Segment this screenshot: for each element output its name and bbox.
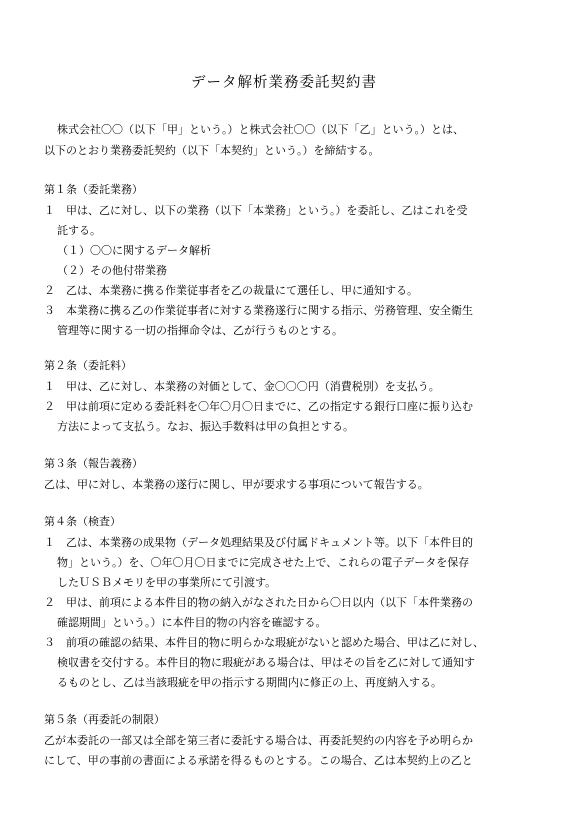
clause-line: ３ 前項の確認の結果、本件目的物に明らかな瑕疵がないと認めた場合、甲は乙に対し、 xyxy=(44,636,484,649)
clause-line: したＵＳＢメモリを甲の事業所にて引渡す。 xyxy=(57,576,277,589)
clause-line: ３ 本業務に携る乙の作業従事者に対する業務遂行に関する指示、労務管理、安全衛生 xyxy=(44,304,473,317)
clause-line: 確認期間」という。）に本件目的物の内容を確認する。 xyxy=(57,616,327,629)
clause-line: 託する。 xyxy=(57,224,101,237)
clause-line: （２）その他付帯業務 xyxy=(57,264,167,277)
clause-line: 管理等に関する一切の指揮命令は、乙が行うものとする。 xyxy=(57,324,343,337)
clause-line: にして、甲の事前の書面による承諾を得るものとする。この場合、乙は本契約上の乙と xyxy=(44,754,473,767)
clause-line: 方法によって支払う。なお、振込手数料は甲の負担とする。 xyxy=(57,420,354,433)
article-heading: 第１条（委託業務） xyxy=(44,183,143,196)
clause-line: ２ 甲は、前項による本件目的物の納入がなされた日から〇日以内（以下「本件業務の xyxy=(44,596,473,609)
clause-line: ２ 乙は、本業務に携る作業従事者を乙の裁量にて選任し、甲に通知する。 xyxy=(44,284,418,297)
clause-line: １ 甲は、乙に対し、以下の業務（以下「本業務」という。）を委託し、乙はこれを受 xyxy=(44,204,468,217)
clause-line: 検収書を交付する。本件目的物に瑕疵がある場合は、甲はその旨を乙に対して通知す xyxy=(57,656,475,669)
clause-line: （１）〇〇に関するデータ解析 xyxy=(57,244,211,257)
clause-line: 物」という。）を、〇年〇月〇日までに完成させた上で、これらの電子データを保存 xyxy=(57,556,470,569)
article-heading: 第４条（検査） xyxy=(44,515,121,528)
article-heading: 第５条（再委託の制限） xyxy=(44,713,165,726)
intro-line: 以下のとおり業務委託契約（以下「本契約」という。）を締結する。 xyxy=(44,144,380,157)
article-heading: 第２条（委託料） xyxy=(44,359,132,372)
clause-line: １ 乙は、本業務の成果物（データ処理結果及び付属ドキュメント等。以下「本件目的 xyxy=(44,536,473,549)
clause-line: るものとし、乙は当該瑕疵を甲の指示する期間内に修正の上、再度納入する。 xyxy=(57,676,442,689)
document-title: データ解析業務委託契約書 xyxy=(191,75,377,91)
clause-line: ２ 甲は前項に定める委託料を〇年〇月〇日までに、乙の指定する銀行口座に振り込む xyxy=(44,400,473,413)
clause-line: １ 甲は、乙に対し、本業務の対価として、金〇〇〇円（消費税別）を支払う。 xyxy=(44,380,440,393)
intro-line: 株式会社〇〇（以下「甲」という。）と株式会社〇〇（以下「乙」という。）とは、 xyxy=(57,123,464,136)
clause-line: 乙が本委託の一部又は全部を第三者に委託する場合は、再委託契約の内容を予め明らか xyxy=(44,734,473,747)
article-heading: 第３条（報告義務） xyxy=(44,457,143,470)
clause-line: 乙は、甲に対し、本業務の遂行に関し、甲が要求する事項について報告する。 xyxy=(44,478,429,491)
